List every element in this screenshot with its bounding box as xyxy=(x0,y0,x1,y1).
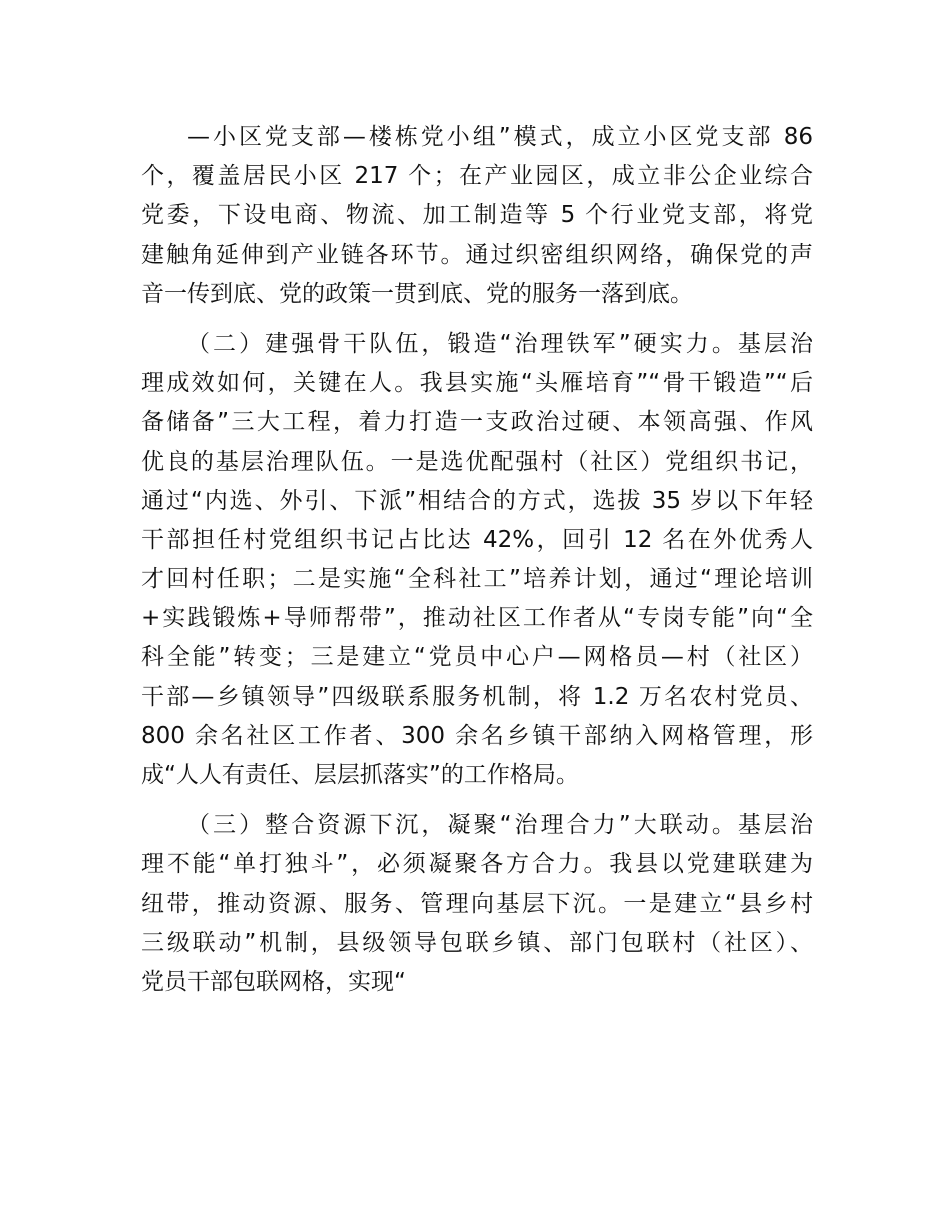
text-line: 建触角延伸到产业链各环节。通过织密组织网络，确保党的声 xyxy=(141,241,813,268)
text-line: 个，覆盖居民小区 217 个；在产业园区，成立非公企业综合 xyxy=(141,163,813,190)
paragraph-3 xyxy=(141,806,813,1002)
text-line: +实践锻炼+导师帮带”，推动社区工作者从“专岗专能”向“全 xyxy=(141,605,813,632)
text-line: 党委，下设电商、物流、加工制造等 5 个行业党支部，将党 xyxy=(141,202,813,229)
text-line: 成“人人有责任、层层抓落实”的工作格局。 xyxy=(141,762,579,788)
text-line: 800 余名社区工作者、300 余名乡镇干部纳入网格管理，形 xyxy=(141,722,813,749)
text-line: —小区党支部—楼栋党小组”模式，成立小区党支部 86 xyxy=(187,124,813,150)
text-line: 通过“内选、外引、下派”相结合的方式，选拔 35 岁以下年轻 xyxy=(141,487,813,514)
text-line: 干部—乡镇领导”四级联系服务机制，将 1.2 万名农村党员、 xyxy=(141,683,813,710)
text-line: 干部担任村党组织书记占比达 42%，回引 12 名在外优秀人 xyxy=(141,526,813,553)
text-line: 理不能“单打独斗”，必须凝聚各方合力。我县以党建联建为 xyxy=(141,851,813,878)
paragraph-gap xyxy=(141,314,813,325)
text-line: 备储备”三大工程，着力打造一支政治过硬、本领高强、作风 xyxy=(141,409,813,436)
text-line: 音一传到底、党的政策一贯到底、党的服务一落到底。 xyxy=(141,280,693,307)
body-text xyxy=(141,118,813,1002)
text-line: 理成效如何，关键在人。我县实施“头雁培育”“骨干锻造”“后 xyxy=(141,370,813,397)
text-line: 优良的基层治理队伍。一是选优配强村（社区）党组织书记， xyxy=(141,448,813,475)
text-line: 三级联动”机制，县级领导包联乡镇、部门包联村（社区）、 xyxy=(141,929,813,956)
text-line: 纽带，推动资源、服务、管理向基层下沉。一是建立“县乡村 xyxy=(141,890,813,917)
text-line: 党员干部包联网格，实现“ xyxy=(141,968,406,995)
paragraph-2 xyxy=(141,325,813,795)
text-line: 才回村任职；二是实施“全科社工”培养计划，通过“理论培训 xyxy=(141,566,813,593)
text-line: （三）整合资源下沉，凝聚“治理合力”大联动。基层治 xyxy=(187,812,813,839)
text-line: （二）建强骨干队伍，锻造“治理铁军”硬实力。基层治 xyxy=(187,330,813,357)
paragraph-1 xyxy=(141,118,813,314)
text-line: 科全能”转变；三是建立“党员中心户—网格员—村（社区） xyxy=(141,644,813,671)
paragraph-gap xyxy=(141,795,813,806)
